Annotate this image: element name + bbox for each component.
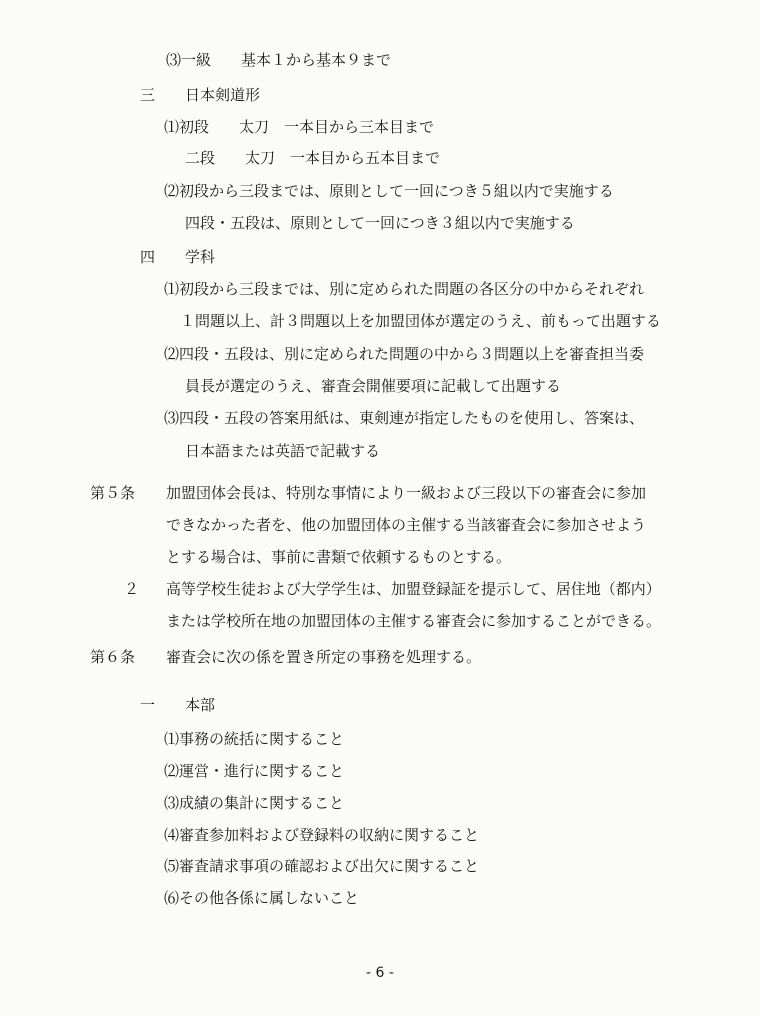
text-line: 日本語または英語で記載する [185, 442, 381, 460]
paragraph-2-label: ２ [124, 580, 140, 598]
list-item: ⑷審査参加料および登録料の収納に関すること [164, 826, 480, 844]
text-line: ⑴初段から三段までは、別に定められた問題の各区分の中からそれぞれ [164, 280, 645, 298]
text-line: ⑶四段・五段の答案用紙は、東剣連が指定したものを使用し、答案は、 [164, 409, 645, 427]
text-line: 員長が選定のうえ、審査会開催要項に記載して出題する [185, 377, 561, 395]
section-heading: 四 学科 [140, 248, 216, 266]
list-item: ⑹その他各係に属しないこと [164, 889, 360, 907]
text-line: ⑵四段・五段は、別に定められた問題の中から３問題以上を審査担当委 [164, 345, 645, 363]
text-line: ⑴初段 太刀 一本目から三本目まで [164, 118, 435, 136]
page-number: - 6 - [366, 965, 394, 981]
text-line: とする場合は、事前に書類で依頼するものとする。 [166, 548, 512, 566]
text-line: 審査会に次の係を置き所定の事務を処理する。 [166, 648, 482, 666]
section-heading: 一 本部 [140, 696, 216, 714]
text-line: 二段 太刀 一本目から五本目まで [185, 149, 441, 167]
text-line: ⑵初段から三段までは、原則として一回につき５組以内で実施する [164, 182, 614, 200]
text-line: 高等学校生徒および大学学生は、加盟登録証を提示して、居住地（都内） [166, 580, 661, 598]
text-line: できなかった者を、他の加盟団体の主催する当該審査会に参加させよう [166, 516, 647, 534]
text-line: ⑶一級 基本１から基本９まで [166, 51, 392, 69]
list-item: ⑵運営・進行に関すること [164, 762, 345, 780]
list-item: ⑸審査請求事項の確認および出欠に関すること [164, 857, 480, 875]
article-5-label: 第５条 [90, 484, 136, 502]
text-line: または学校所在地の加盟団体の主催する審査会に参加することができる。 [166, 612, 662, 630]
text-line: 四段・五段は、原則として一回につき３組以内で実施する [185, 214, 575, 232]
article-6-label: 第６条 [90, 648, 136, 666]
text-line: 加盟団体会長は、特別な事情により一級および三段以下の審査会に参加 [166, 484, 647, 502]
list-item: ⑶成績の集計に関すること [164, 794, 345, 812]
list-item: ⑴事務の統括に関すること [164, 730, 345, 748]
section-heading: 三 日本剣道形 [140, 86, 261, 104]
text-line: １問題以上、計３問題以上を加盟団体が選定のうえ、前もって出題する [180, 312, 661, 330]
